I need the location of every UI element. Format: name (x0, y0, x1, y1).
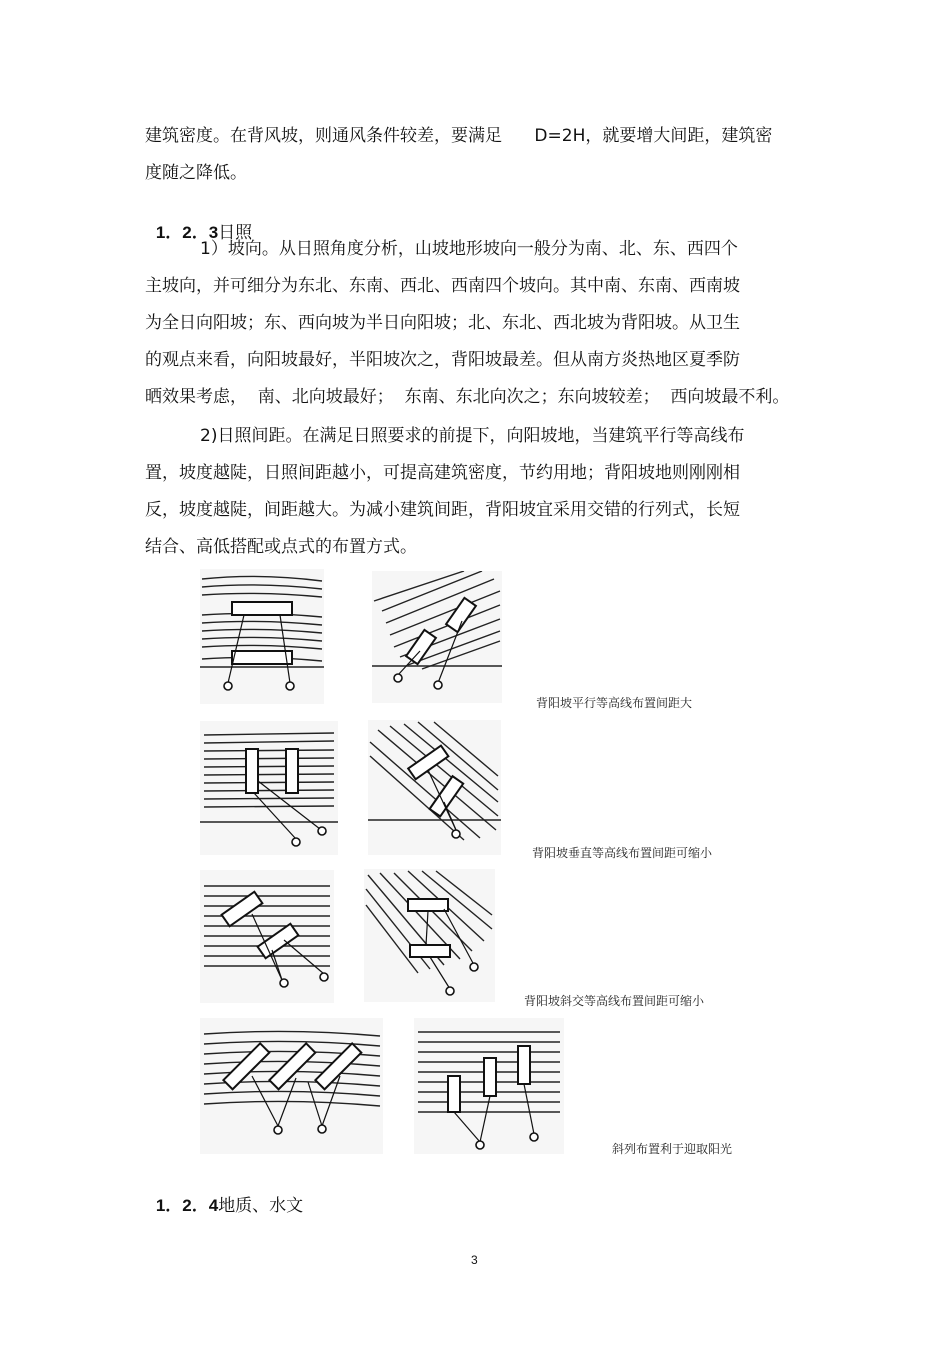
p2-line-4: 结合、高低搭配或点式的布置方式。 (145, 537, 417, 557)
figure-parallel-contours-slope (372, 571, 502, 703)
p1-line-3: 为全日向阳坡；东、西向坡为半日向阳坡；北、东北、西北坡为背阳坡。从卫生 (145, 313, 740, 333)
figure-staggered-layout (414, 1018, 564, 1154)
p1-line-1: 1）坡向。从日照角度分析，山坡地形坡向一般分为南、北、东、西四个 (200, 239, 738, 259)
p1-line-4: 的观点来看，向阳坡最好，半阳坡次之，背阳坡最差。但从南方炎热地区夏季防 (145, 350, 740, 370)
page-number: 3 (471, 1253, 478, 1267)
figure-caption-row-1: 背阳坡平行等高线布置间距大 (536, 696, 693, 710)
p2-line-1: 2)日照间距。在满足日照要求的前提下，向阳坡地，当建筑平行等高线布 (200, 426, 745, 446)
figure-parallel-contours (200, 569, 324, 704)
figure-diagonal-layout (200, 1018, 383, 1154)
p1-line-2: 主坡向，并可细分为东北、东南、西北、西南四个坡向。其中南、东南、西南坡 (145, 276, 740, 296)
section-number: 1．2．4 (155, 1196, 219, 1215)
figure-caption-row-2: 背阳坡垂直等高线布置间距可缩小 (532, 846, 713, 860)
intro-line-2: 度随之降低。 (145, 163, 247, 183)
section-title: 地质、水文 (218, 1196, 304, 1216)
figure-oblique-contours-slope (364, 869, 495, 1002)
section-number: 1．2．3 (155, 223, 219, 242)
section-title: 日照 (218, 223, 253, 243)
intro-line-1: 建筑密度。在背风坡，则通风条件较差，要满足 D=2H，就要增大间距，建筑密 (145, 126, 773, 146)
p2-line-3: 反，坡度越陡，间距越大。为减小建筑间距，背阳坡宜采用交错的行列式，长短 (145, 500, 740, 520)
figure-perpendicular-contours-slope (368, 720, 501, 855)
figure-caption-row-4: 斜列布置利于迎取阳光 (612, 1142, 733, 1156)
p1-line-5: 晒效果考虑， 南、北向坡最好； 东南、东北向次之；东向坡较差； 西向坡最不利。 (145, 387, 790, 407)
section-heading-1-2-4 (145, 1176, 303, 1216)
figure-oblique-contours (200, 870, 334, 1003)
figure-caption-row-3: 背阳坡斜交等高线布置间距可缩小 (524, 994, 705, 1008)
figure-perpendicular-contours (200, 721, 338, 855)
section-heading-1-2-3 (145, 203, 252, 243)
p2-line-2: 置，坡度越陡，日照间距越小，可提高建筑密度，节约用地；背阳坡地则刚刚相 (145, 463, 740, 483)
